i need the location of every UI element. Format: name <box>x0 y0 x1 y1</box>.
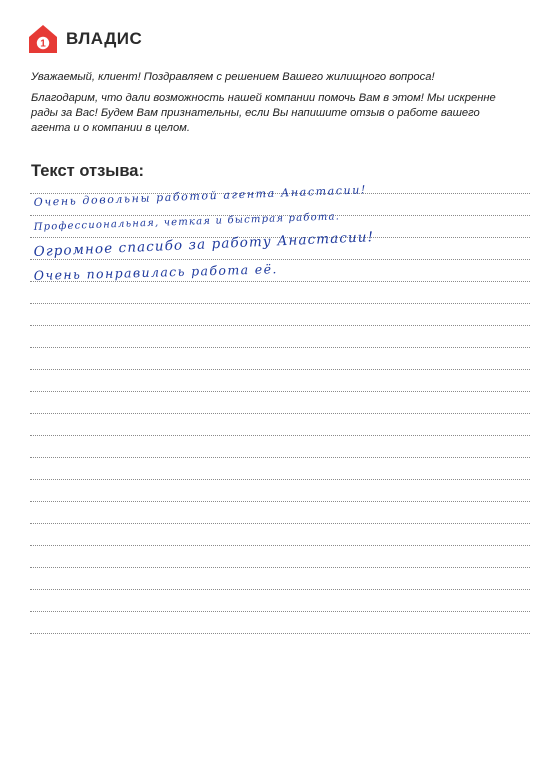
brand-name: ВЛАДИС <box>66 29 143 48</box>
ruled-line <box>30 391 530 392</box>
ruled-line <box>30 501 530 502</box>
logo-digit: 1 <box>40 38 46 50</box>
ruled-line <box>30 435 530 436</box>
review-heading: Текст отзыва: <box>31 162 144 180</box>
ruled-line <box>30 347 530 348</box>
handwritten-line: Очень довольны работой агента Анастасии! <box>33 183 368 209</box>
ruled-line <box>30 611 530 612</box>
ruled-line <box>30 413 530 414</box>
ruled-line <box>30 457 530 458</box>
ruled-line <box>30 633 530 634</box>
ruled-line <box>30 589 530 590</box>
ruled-line <box>30 545 530 546</box>
ruled-line <box>30 325 530 326</box>
ruled-line <box>30 303 530 304</box>
ruled-line <box>30 369 530 370</box>
handwritten-line: Огромное спасибо за работу Анастасии! <box>33 229 375 260</box>
ruled-line <box>30 567 530 568</box>
ruled-lines <box>30 0 530 768</box>
ruled-line <box>30 259 530 260</box>
ruled-line <box>30 523 530 524</box>
greeting-text: Уважаемый, клиент! Поздравляем с решением Вашего жилищного вопроса! <box>31 71 435 83</box>
handwritten-line: Профессиональная, четкая и быстрая работа. <box>33 211 341 233</box>
ruled-line <box>30 479 530 480</box>
intro-body-text: Благодарим, что дали возможность нашей компании помочь Вам в этом! Мы искренне рады за Вас! Будем Вам признательны, если Вы напишите отзыв о работе вашего агента и о компании в целом. <box>31 92 496 134</box>
ruled-line <box>30 281 530 282</box>
handwritten-line: Очень понравилась работа её. <box>33 261 278 283</box>
